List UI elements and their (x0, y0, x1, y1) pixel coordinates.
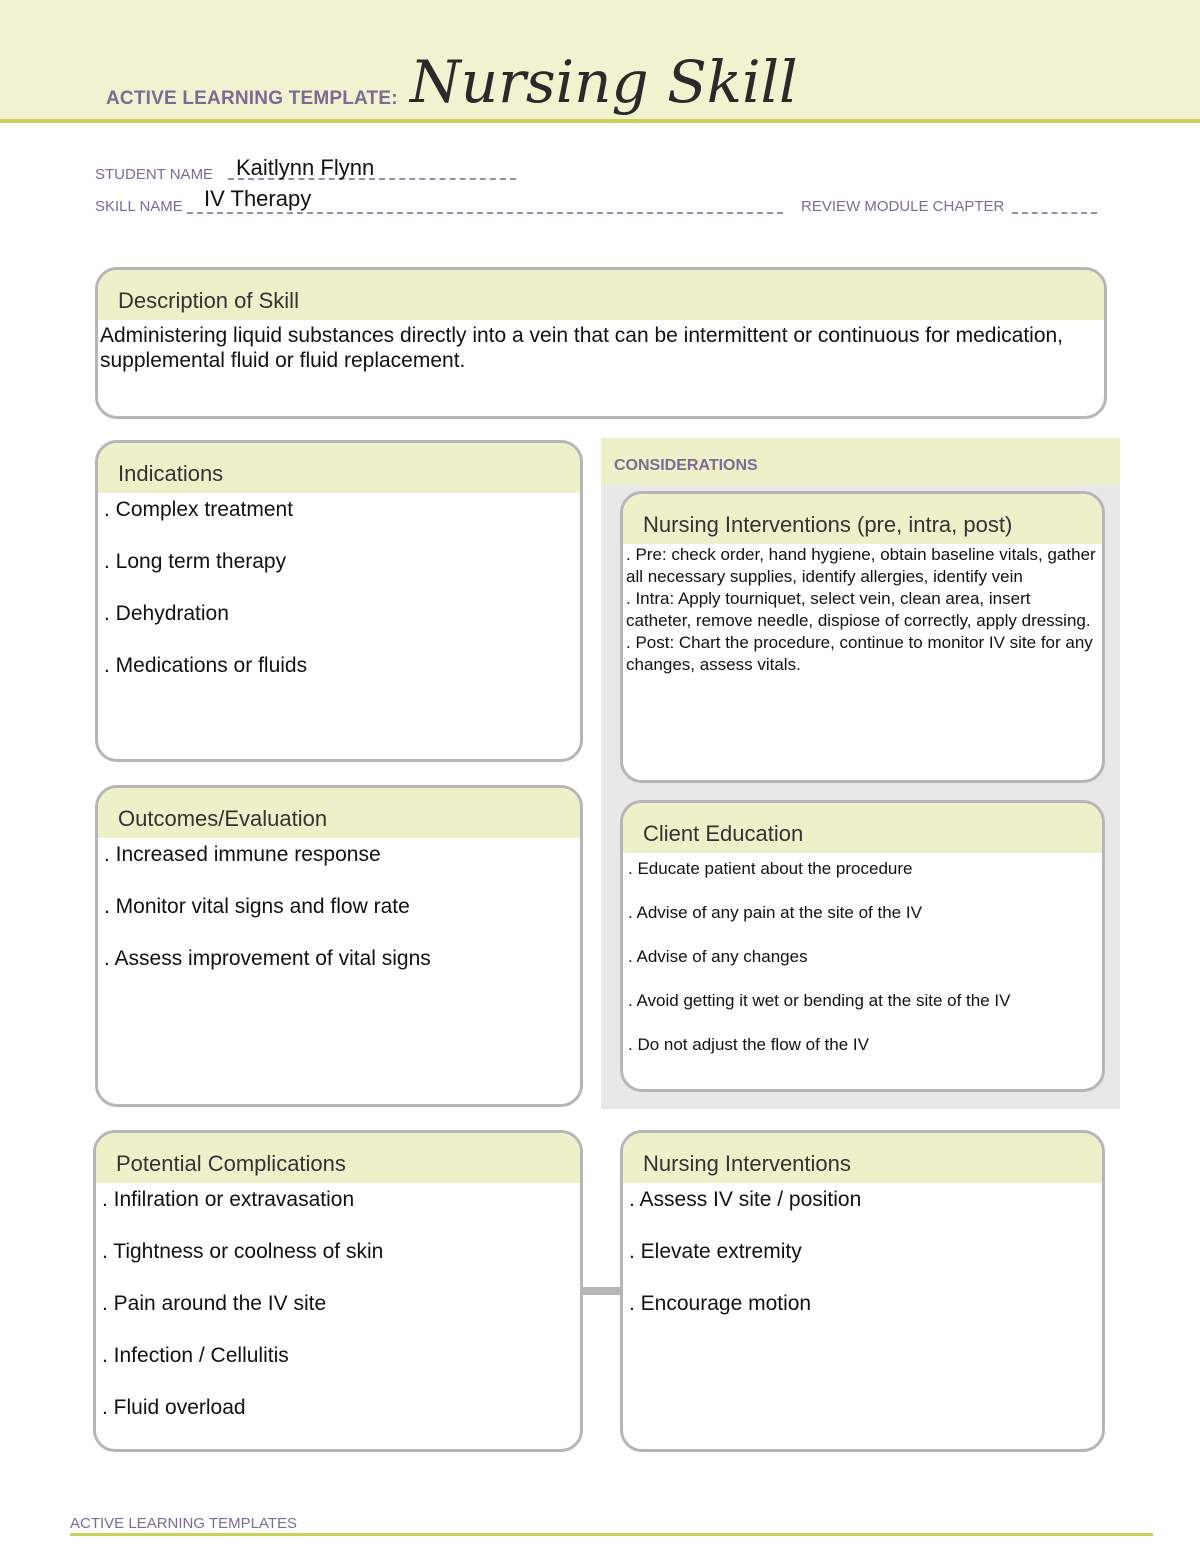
list-item: . Assess IV site / position (629, 1188, 862, 1211)
indications-box (95, 440, 583, 762)
description-box (95, 267, 1107, 419)
list-item: . Dehydration (104, 602, 229, 625)
list-item: . Educate patient about the procedure (628, 859, 913, 878)
student-name-field[interactable]: Kaitlynn Flynn (236, 155, 375, 180)
description-text[interactable]: Administering liquid substances directly into a vein that can be intermittent or continuous for medication, supplemental fluid or fluid replacement. (100, 324, 1064, 372)
review-module-label: REVIEW MODULE CHAPTER (801, 198, 1005, 215)
list-item: . Elevate extremity (629, 1240, 802, 1263)
list-item: . Medications or fluids (104, 654, 308, 677)
list-item: . Assess improvement of vital signs (104, 947, 431, 970)
list-item: . Encourage motion (629, 1292, 812, 1315)
indications-list[interactable] (98, 493, 580, 709)
client-education-box (620, 800, 1105, 1092)
list-item: . Pre: check order, hand hygiene, obtain baseline vitals, gather all necessary supplies, identify allergies, identify vein (626, 545, 1096, 586)
nursing-interventions-ppp-list[interactable] (623, 544, 1102, 676)
list-item: . Fluid overload (102, 1396, 246, 1419)
interventions-box (620, 1130, 1105, 1452)
complications-title: Potential Complications (96, 1133, 580, 1183)
client-education-list[interactable] (623, 853, 1102, 1061)
list-item: . Intra: Apply tourniquet, select vein, clean area, insert catheter, remove needle, dispiose of correctly, apply dressing. (626, 589, 1091, 630)
list-item: . Long term therapy (104, 550, 287, 573)
list-item: . Do not adjust the flow of the IV (628, 1035, 869, 1054)
list-item: . Post: Chart the procedure, continue to monitor IV site for any changes, assess vitals. (626, 633, 1093, 674)
list-item: . Avoid getting it wet or bending at the site of the IV (628, 991, 1011, 1010)
nursing-interventions-ppp-title: Nursing Interventions (pre, intra, post) (623, 494, 1102, 544)
footer-text: ACTIVE LEARNING TEMPLATES (70, 1515, 297, 1532)
list-item: . Increased immune response (104, 843, 381, 866)
list-item: . Advise of any changes (628, 947, 808, 966)
outcomes-box (95, 785, 583, 1107)
indications-title: Indications (98, 443, 580, 493)
nursing-interventions-ppp-box (620, 491, 1105, 783)
list-item: . Pain around the IV site (102, 1292, 327, 1315)
list-item: . Tightness or coolness of skin (102, 1240, 384, 1263)
skill-name-label: SKILL NAME (95, 198, 183, 215)
student-name-label: STUDENT NAME (95, 166, 214, 183)
skill-name-line (187, 212, 783, 214)
template-label: ACTIVE LEARNING TEMPLATE: (106, 88, 398, 109)
list-item: . Infilration or extravasation (102, 1188, 355, 1211)
interventions-list[interactable] (623, 1183, 1102, 1347)
list-item: . Infection / Cellulitis (102, 1344, 289, 1367)
interventions-title: Nursing Interventions (623, 1133, 1102, 1183)
client-education-title: Client Education (623, 803, 1102, 853)
list-item: . Monitor vital signs and flow rate (104, 895, 410, 918)
list-item: . Advise of any pain at the site of the IV (628, 903, 922, 922)
review-module-field[interactable] (1012, 212, 1097, 214)
footer-line (70, 1533, 1153, 1536)
complications-list[interactable] (96, 1183, 580, 1451)
skill-name-field[interactable]: IV Therapy (204, 186, 312, 211)
considerations-title: CONSIDERATIONS (601, 438, 1120, 485)
outcomes-title: Outcomes/Evaluation (98, 788, 580, 838)
description-title: Description of Skill (98, 270, 1104, 320)
outcomes-list[interactable] (98, 838, 580, 1002)
page-title: Nursing Skill (410, 48, 798, 116)
connector-bar (583, 1287, 620, 1295)
list-item: . Complex treatment (104, 498, 294, 521)
complications-box (93, 1130, 583, 1452)
